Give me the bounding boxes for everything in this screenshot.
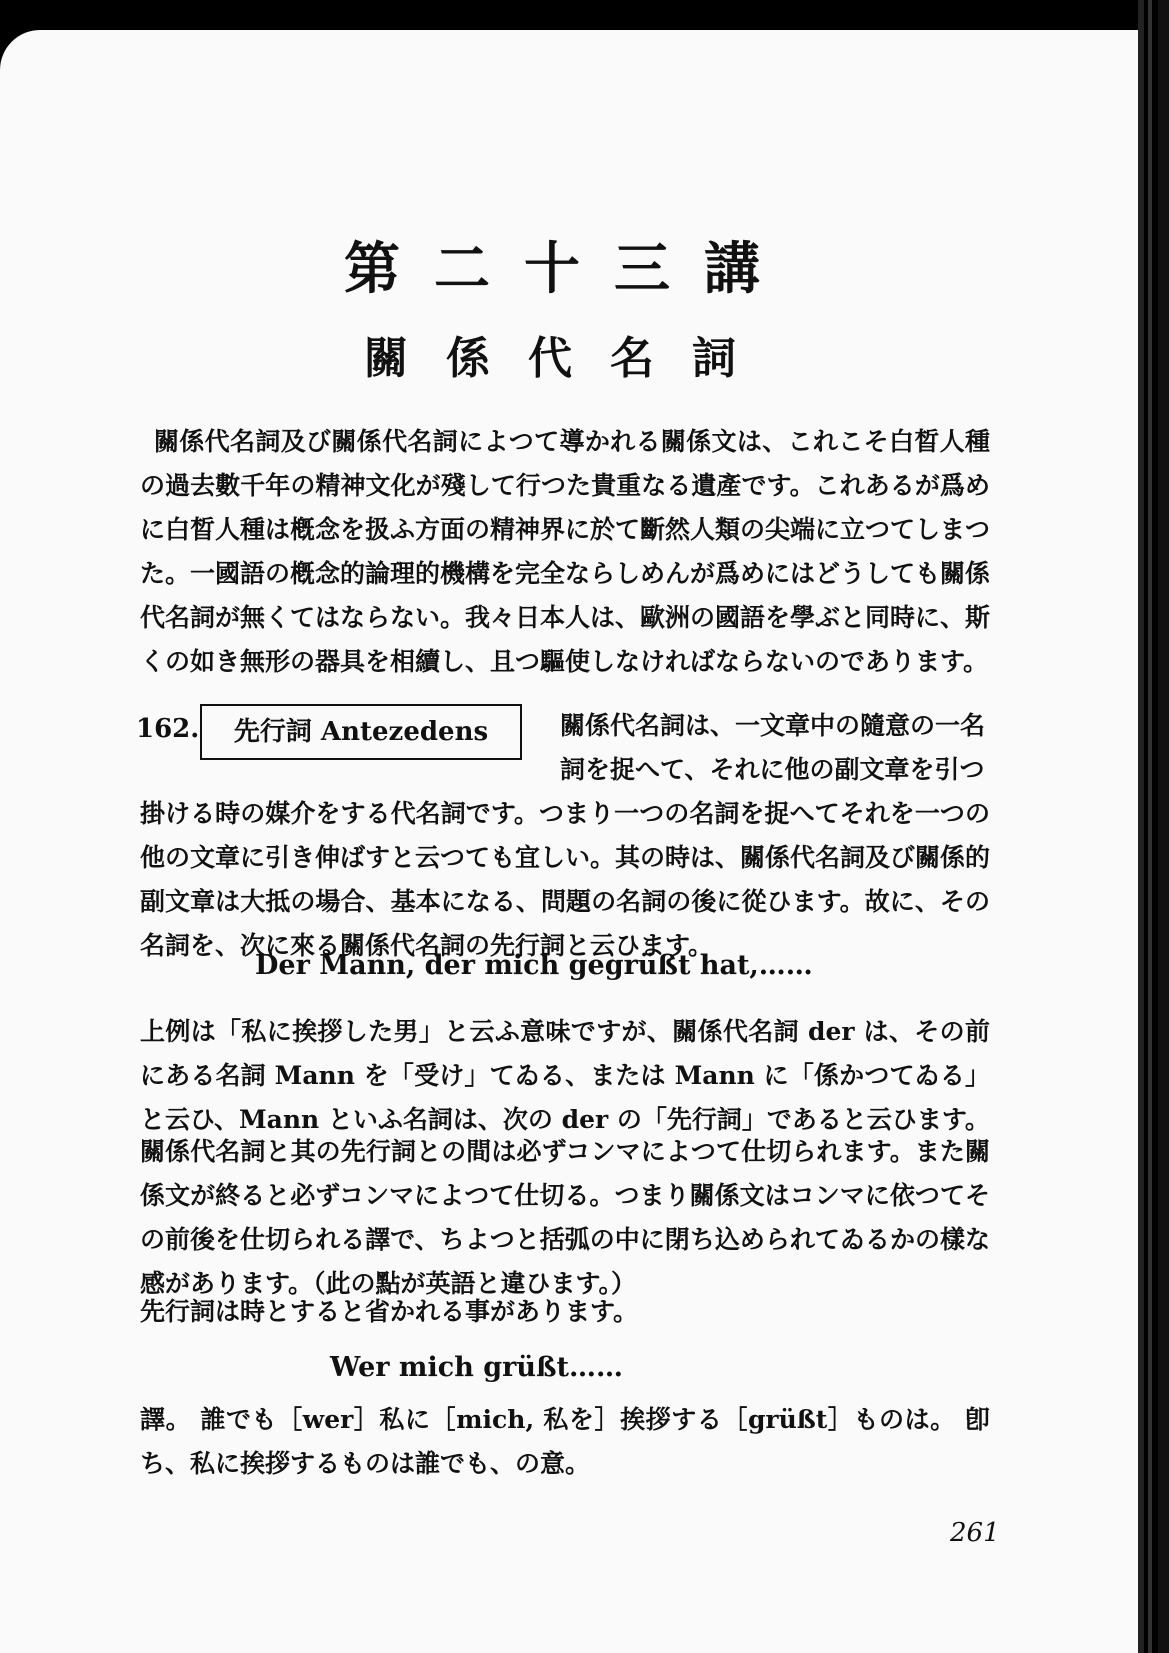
intro-paragraph: 關係代名詞及び關係代名詞によつて導かれる關係文は、これこそ白晳人種の過去數千年の精神文化が殘して行つた貴重なる遺產です。これあるが爲めに白晳人種は槪念を扱ふ方面の精神界に於て斷然人類の尖端に立つてしまつた。一國語の槪念的論理的機構を完全ならしめんが爲めにはどうしても關係代名詞が無くてはならない。我々日本人は、歐洲の國語を學ぶと同時に、斯くの如き無形の器具を相續し、且つ驅使しなければならないのであります。 [140, 427, 991, 676]
translation-paragraph: 譯。 誰でも［wer］私に［mich, 私を］挨拶する［grüßt］ものは。 卽ち、私に挨拶するものは誰でも、の意。 [140, 1405, 990, 1478]
chapter-subject-title: 關係代名詞 [364, 333, 774, 384]
section-number: 162. [136, 714, 200, 744]
german-example-1: Der Mann, der mich gegrüßt hat,…… [255, 950, 813, 981]
comma-rule-paragraph: 關係代名詞と其の先行詞との間は必ずコンマによつて仕切られます。また關係文が終ると必ずコンマによつて仕切る。つまり關係文はコンマに依つてその前後を仕切られる譯で、ちよつと括弧の中に閉ち込められてゐるかの樣な感があります。（此の點が英語と違ひます。） [140, 1137, 990, 1298]
omission-paragraph: 先行詞は時とすると省かれる事があります。 [140, 1297, 639, 1326]
section-lead-text: 關係代名詞は、一文章中の隨意の一名詞を捉へて、それに他の副文章を引つ [560, 711, 986, 784]
section-body-paragraph: 掛ける時の媒介をする代名詞です。つまり一つの名詞を捉へてそれを一つの他の文章に引き伸ばすと云つても宜しい。其の時は、關係代名詞及び關係的副文章は大抵の場合、基本になる、問題の名詞の後に從ひます。故に、その名詞を、次に來る關係代名詞の先行詞と云ひます。 [140, 799, 991, 960]
explanation-paragraph: 上例は「私に挨拶した男」と云ふ意味ですが、關係代名詞 der は、その前にある名詞 Mann を「受け」てゐる、または Mann に「係かつてゐる」と云ひ、Mann といふ名詞は、次の der の「先行詞」であると云ひます。 [140, 1017, 990, 1134]
section-heading-box: 先行詞 Antezedens [200, 704, 522, 760]
page-edge [1158, 0, 1169, 1653]
page-edge [1138, 0, 1144, 1653]
german-example-2: Wer mich grüßt…… [330, 1352, 623, 1383]
page-edge [1148, 0, 1152, 1653]
page-number: 261 [950, 1518, 1000, 1548]
chapter-number-title: 第二十三講 [344, 236, 794, 302]
